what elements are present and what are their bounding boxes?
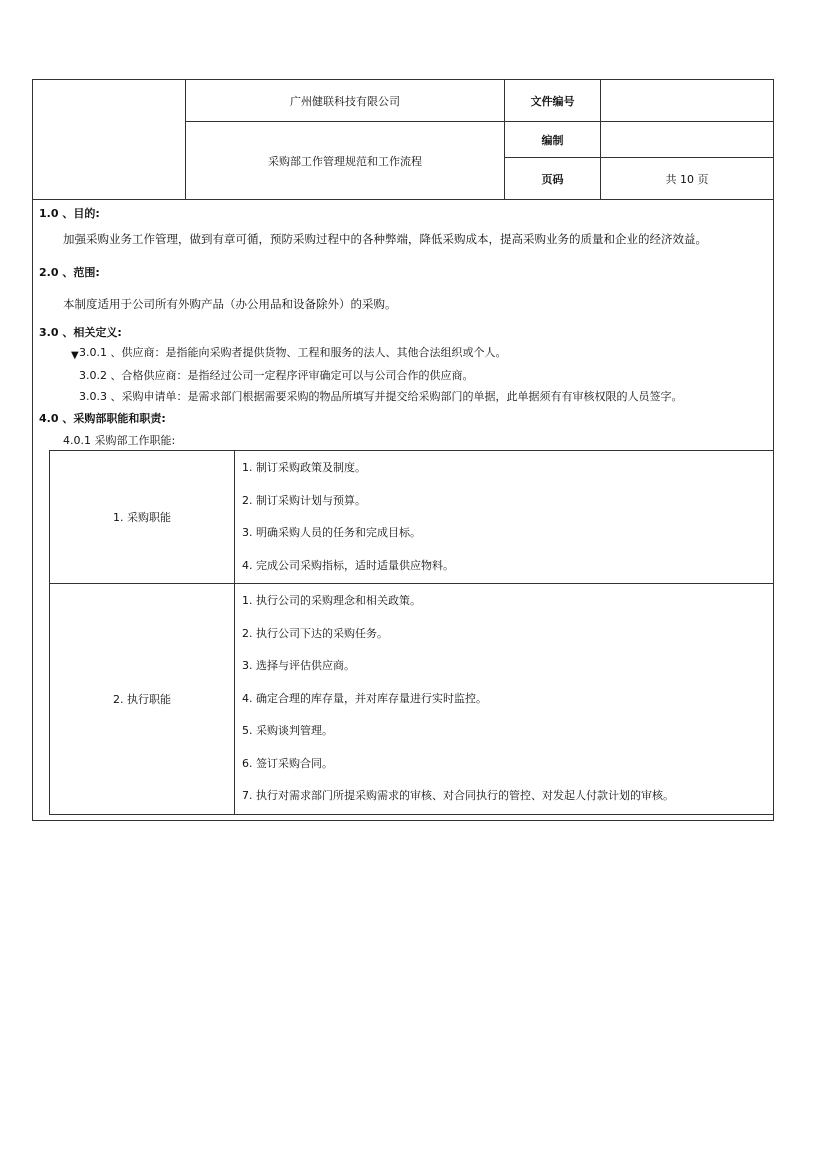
logo-cell	[33, 80, 186, 199]
arrow-down-icon: ▼	[71, 350, 79, 361]
section-purpose-title: 1.0 、目的:	[39, 207, 100, 220]
section-duties-title: 4.0 、采购部职能和职责:	[39, 412, 166, 425]
list-item: 3. 明确采购人员的任务和完成目标。	[242, 526, 421, 539]
doc-no-label: 文件编号	[505, 80, 601, 122]
section-scope-title: 2.0 、范围:	[39, 266, 100, 279]
list-item: 1. 制订采购政策及制度。	[242, 461, 366, 474]
prepared-label: 编制	[505, 122, 601, 158]
list-item: 2. 执行公司下达的采购任务。	[242, 626, 388, 640]
page-label: 页码	[505, 158, 601, 199]
table-row	[50, 451, 774, 584]
definition-qualified-supplier: 3.0.2 、合格供应商：是指经过公司一定程序评审确定可以与公司合作的供应商。	[79, 369, 474, 382]
duties-table	[49, 450, 774, 815]
list-item: 5. 采购谈判管理。	[242, 724, 333, 737]
list-item: 3. 选择与评估供应商。	[242, 659, 355, 672]
list-item: 4. 确定合理的库存量，并对库存量进行实时监控。	[242, 691, 487, 705]
table-row	[50, 584, 774, 815]
doc-title: 采购部工作管理规范和工作流程	[186, 122, 505, 199]
list-item: 7. 执行对需求部门所提采购需求的审核、对合同执行的管控、对发起人付款计划的审核。	[242, 789, 674, 802]
section-definitions-title: 3.0 、相关定义:	[39, 326, 122, 339]
prepared-value	[601, 122, 773, 158]
role-cell: 2. 执行职能	[50, 584, 235, 815]
company-name: 广州健联科技有限公司	[186, 80, 505, 122]
items-cell	[235, 584, 774, 815]
list-item: 6. 签订采购合同。	[242, 756, 333, 770]
section-scope-text: 本制度适用于公司所有外购产品（办公用品和设备除外）的采购。	[63, 297, 397, 311]
page-count: 共 10 页	[665, 172, 709, 186]
section-duties-subtitle: 4.0.1 采购部工作职能:	[63, 434, 176, 447]
role-cell: 1. 采购职能	[50, 451, 235, 584]
doc-no-value	[601, 80, 773, 122]
definition-supplier: 3.0.1 、供应商：是指能向采购者提供货物、工程和服务的法人、其他合法组织或个人。	[79, 346, 507, 359]
list-item: 1. 执行公司的采购理念和相关政策。	[242, 594, 421, 607]
section-purpose-text: 加强采购业务工作管理，做到有章可循，预防采购过程中的各种弊端，降低采购成本，提高采购业务的质量和企业的经济效益。	[63, 232, 707, 246]
items-cell	[235, 451, 774, 584]
document-header	[33, 80, 773, 200]
definition-purchase-request: 3.0.3 、采购申请单：是需求部门根据需要采购的物品所填写并提交给采购部门的单据，此单据须有有审核权限的人员签字。	[79, 390, 683, 403]
document-frame	[32, 79, 774, 821]
list-item: 2. 制订采购计划与预算。	[242, 493, 366, 507]
list-item: 4. 完成公司采购指标，适时适量供应物料。	[242, 558, 454, 572]
